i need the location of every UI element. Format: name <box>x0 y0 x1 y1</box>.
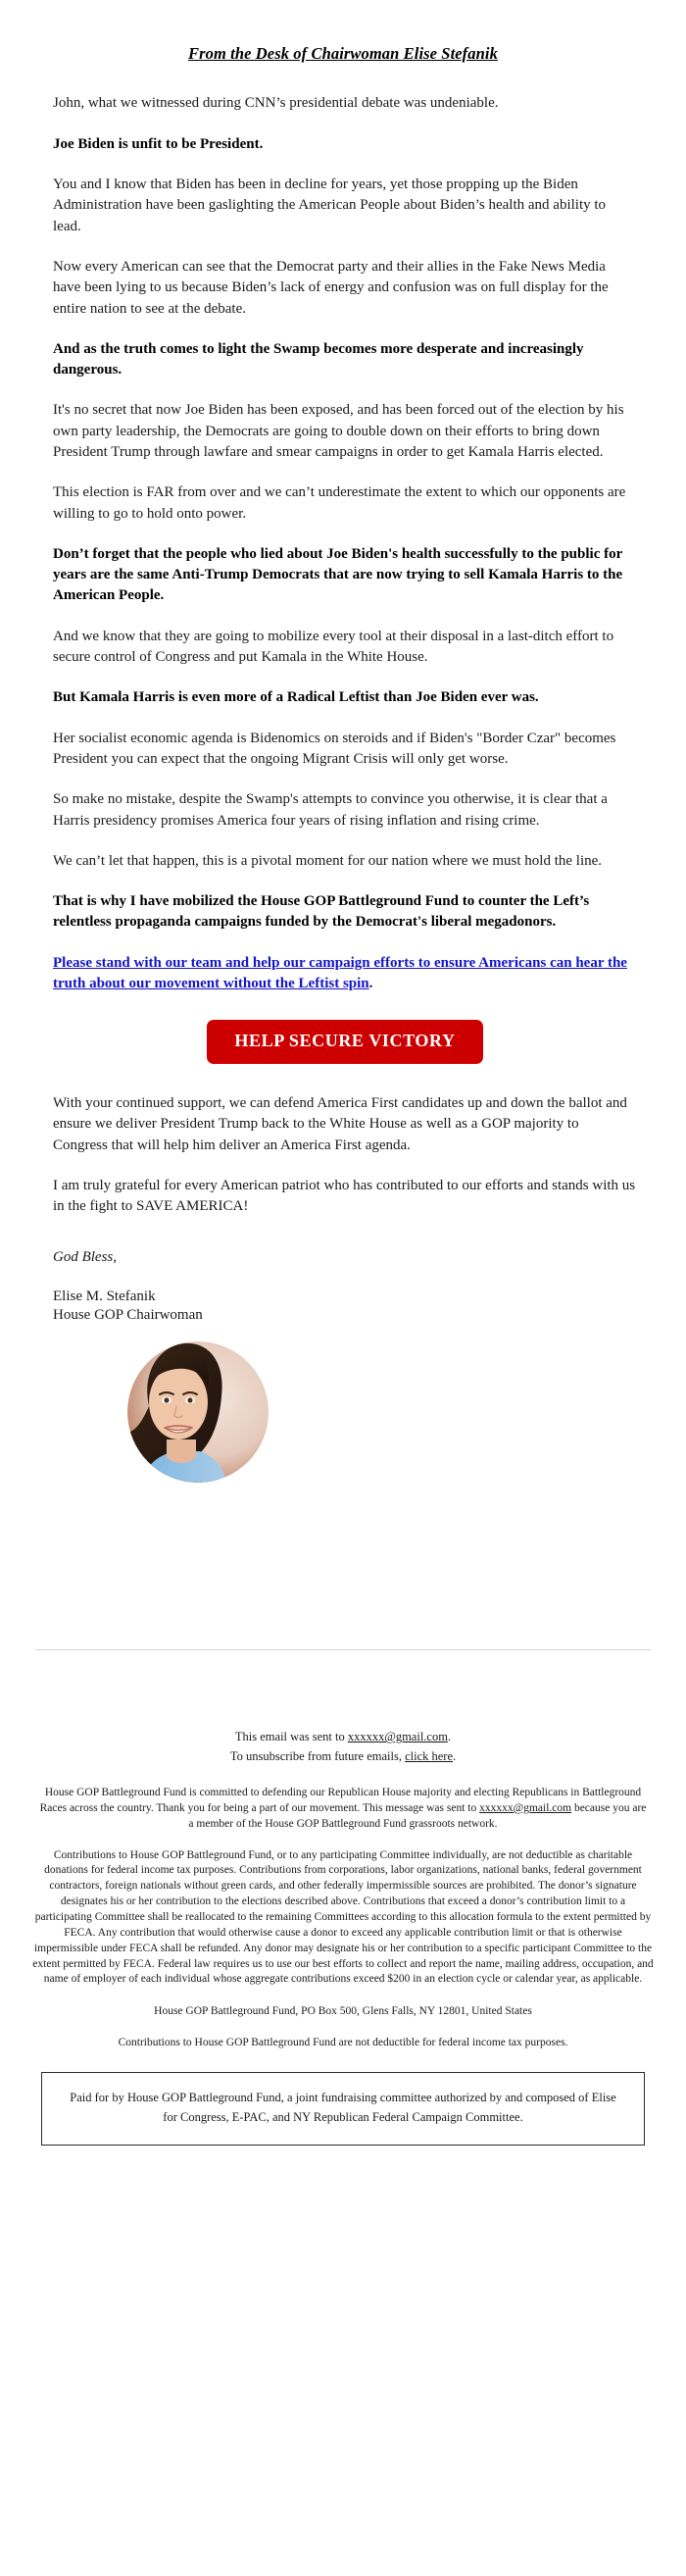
chairwoman-portrait-image <box>127 1341 269 1483</box>
closing-paragraph-c2: I am truly grateful for every American patriot who has contributed to our efforts and stands with us in the fight to SAVE AMERICA! <box>53 1178 636 1215</box>
portrait-illustration <box>127 1341 269 1483</box>
paragraph-p5: And as the truth comes to light the Swamp becomes more desperate and increasingly dangerous. <box>53 340 584 379</box>
unsubscribe-link[interactable]: click here <box>405 1748 454 1763</box>
footer-sent-block <box>25 1728 661 1766</box>
signature-title: House GOP Chairwoman <box>53 1307 203 1324</box>
letter-heading: From the Desk of Chairwoman Elise Stefanik <box>188 44 498 63</box>
footer-non-deductible-notice: Contributions to House GOP Battleground Fund are not deductible for federal income tax purposes. <box>118 2037 568 2049</box>
paragraph-p7: This election is FAR from over and we can’t underestimate the extent to which our opponents are willing to go to hold onto power. <box>53 484 626 522</box>
paragraph-p12: So make no mistake, despite the Swamp's attempts to convince you otherwise, it is clear that a Harris presidency promises America four years of rising inflation and rising crime. <box>53 791 608 829</box>
paragraph-p8: Don’t forget that the people who lied about Joe Biden's health successfully to the public for years are the same Anti-Trump Democrats that are now trying to sell Kamala Harris to the American People. <box>53 545 623 604</box>
footer-mailing-address: House GOP Battleground Fund, PO Box 500, Glens Falls, NY 12801, United States <box>154 2005 532 2018</box>
top-spacer <box>33 0 653 43</box>
bottom-spacer <box>25 2167 661 2185</box>
footer-sent-suffix: . <box>447 1730 452 1744</box>
cta-row <box>53 1020 637 1064</box>
paragraph-p10: But Kamala Harris is even more of a Radical Leftist than Joe Biden ever was. <box>53 689 539 706</box>
paragraph-p3: You and I know that Biden has been in decline for years, yet those propping up the Biden Administration have been gaslighting the American People about Biden’s health and ability to lead. <box>53 177 607 234</box>
signature-closing: God Bless, <box>53 1248 117 1265</box>
mission-part-2: because you are a member of the House GOP Battleground Fund grassroots network. <box>188 1801 647 1830</box>
closing-paragraph-c1: With your continued support, we can defend America First candidates up and down the ballot and ensure we deliver President Trump back to the White House as well as a GOP majority to Congress that will help him deliver an America First agenda. <box>53 1095 627 1153</box>
footer-sent-prefix: This email was sent to <box>234 1730 348 1744</box>
paragraph-p6: It's no secret that now Joe Biden has been exposed, and has been forced out of the election by his own party leadership, the Democrats are going to double down on their efforts to bring down President Trump through lawfare and smear campaigns in order to get Kamala Harris elected. <box>53 402 624 460</box>
letter-inner <box>49 93 637 1483</box>
paragraph-p2: Joe Biden is unfit to be President. <box>53 135 264 152</box>
signature-name-block <box>53 1288 637 1327</box>
footer-mission-statement <box>25 1786 661 1833</box>
paragraph-p13: We can’t let that happen, this is a pivotal moment for our nation where we must hold the line. <box>53 852 603 869</box>
unsubscribe-suffix: . <box>453 1748 457 1763</box>
paragraph-p9: And we know that they are going to mobilize every tool at their disposal in a last-ditch effort to secure control of Congress and put Kamala in the White House. <box>53 628 614 666</box>
divider-area <box>0 1483 686 1728</box>
mission-part-1: House GOP Battleground Fund is committed to defending our Republican House majority and electing Republicans in Battleground Races across the country. Thank you for being a part of our movement. This message was sent to <box>39 1786 642 1814</box>
link-paragraph-trailing: . <box>368 976 373 992</box>
signature-name: Elise M. Stefanik <box>53 1288 156 1304</box>
mission-recipient-email-link[interactable]: xxxxxx@gmail.com <box>479 1801 572 1814</box>
paragraph-p14: That is why I have mobilized the House GOP Battleground Fund to counter the Left’s relentless propaganda campaigns funded by the Democrat's liberal megadonors. <box>53 893 590 931</box>
footer-unsubscribe-line <box>25 1747 661 1766</box>
help-secure-victory-button[interactable]: HELP SECURE VICTORY <box>207 1020 482 1064</box>
footer-sent-line <box>25 1728 661 1746</box>
recipient-email-link[interactable]: xxxxxx@gmail.com <box>347 1730 448 1744</box>
paragraph-p11: Her socialist economic agenda is Bidenomics on steroids and if Biden's "Border Czar" becomes President you can expect that the ongoing Migrant Crisis will only get worse. <box>53 730 616 767</box>
paid-for-disclaimer-box: Paid for by House GOP Battleground Fund, a joint fundraising committee authorized by and composed of Elise for Congress, E-PAC, and NY Republican Federal Campaign Committee. <box>41 2072 645 2146</box>
paragraph-p4: Now every American can see that the Democrat party and their allies in the Fake News Media have been lying to us because Biden’s lack of energy and confusion was on full display for the entire nation to see at the debate. <box>53 258 609 317</box>
footer-legal-disclaimer: Contributions to House GOP Battleground Fund, or to any participating Committee individually, are not deductible as charitable donations for federal income tax purposes. Contributions from corporations, labor organizations, national banks, federal government contractors, foreign nationals without green cards, and other federally impermissible sources are prohibited. The donor’s signature designates his or her contribution to the elections described above. Contributions that exceed a donor’s contribution limit to a participating Committee shall be reallocated to the remaining Committees according to this allocation formula to the extent permitted by FECA. Any contribution that would otherwise cause a donor to exceed any applicable contribution limit or that is otherwise impermissible under FECA shall be refunded. Any donor may designate his or her contribution to a specific participant Committee to the extent permitted by FECA. Federal law requires us to use our best efforts to collect and report the name, mailing address, occupation, and name of employer of each individual whose aggregate contributions exceed $200 in an election cycle or calendar year, as applicable. <box>32 1848 654 1986</box>
unsubscribe-prefix: To unsubscribe from future emails, <box>229 1748 406 1763</box>
call-to-action-paragraph <box>53 953 637 995</box>
paragraph-p1: John, what we witnessed during CNN’s presidential debate was undeniable. <box>53 95 499 112</box>
email-footer <box>0 1728 686 2185</box>
footer-divider <box>35 1649 651 1650</box>
stand-with-our-team-link[interactable]: Please stand with our team and help our campaign efforts to ensure Americans can hear the truth about our movement without the Leftist spin <box>53 954 627 992</box>
